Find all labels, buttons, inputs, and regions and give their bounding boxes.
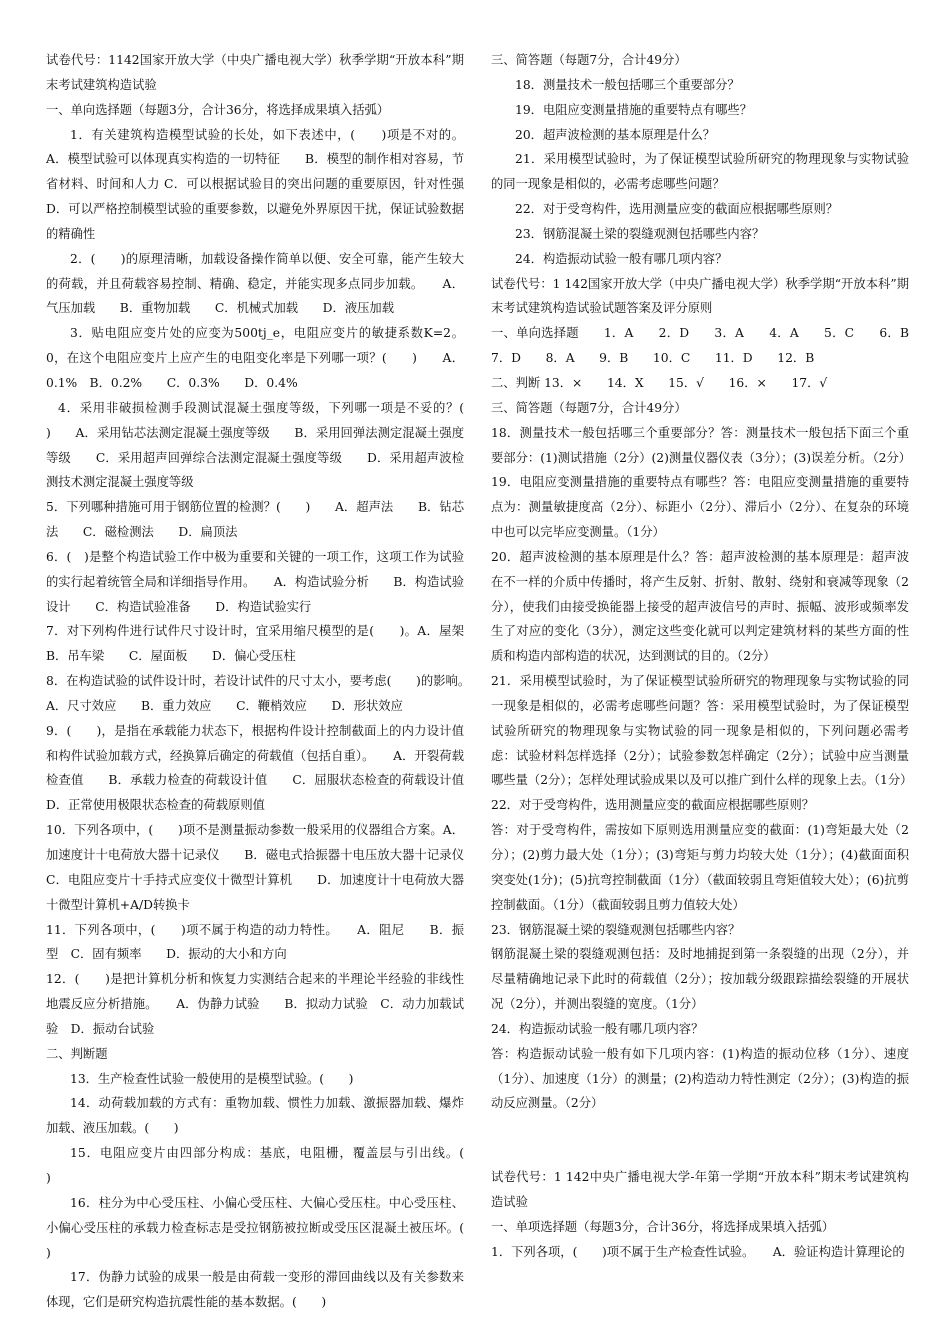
question-10: 10．下列各项中，( )项不是测量振动参数一般采用的仪器组合方案。A．加速度计十电荷放大器十记录仪 B．磁电式拾振器十电压放大器十记录仪 C．电阻应变片十手持式应变仪十微型计算机 D．加速度计十电荷放大器十微型计算机+A/D转换卡 [46, 823, 489, 912]
answers-judgement: 二、判断 13．× 14．X 15．√ 16．× 17．√ [491, 375, 828, 390]
question-1-next-exam: 1．下列各项，( )项不属于生产检查性试验。 A．验证构造计算理论的 [491, 1244, 905, 1259]
question-24-repeat: 24．构造振动试验一般有哪几项内容？ [491, 1021, 704, 1036]
answers-choice: 一、单向选择题 1．A 2．D 3．A 4．A 5．C 6．B 7．D 8．A 9．B 10．C 11．D 12．B [491, 326, 934, 366]
answer-21: 21．采用模型试验时，为了保证模型试验所研究的物理现象与实物试验的同一现象是相似的，必需考虑哪些问题？答：采用模型试验时，为了保证模型试验所研究的物理现象与实物试验的同一现象是相似的，下列问题必需考虑：试验材料怎样选择（2分）；试验参数怎样确定（2分）；试验中应当测量哪些量（2分）；怎样处理试验成果以及可以推广到什么样的现象上去。（1分） [491, 674, 913, 788]
question-2: 2．( )的原理清晰，加载设备操作简单以便、安全可靠，能产生较大的荷载，并且荷载容易控制、精确、稳定，并能实现多点同步加载。 A．气压加载 B．重物加载 C．机械式加载 D．液压加载 [46, 251, 464, 316]
section-heading: 一、单向选择题（每题3分，合计36分，将选择成果填入括弧） [46, 102, 390, 117]
answer-22: 答：对于受弯构件，需按如下原则选用测量应变的截面：(1)弯矩最大处（2分）；(2)剪力最大处（1分）；(3)弯矩与剪力均较大处（1分）；(4)截面面积突变处(1分)；(5)抗弯控制截面（1分）（截面较弱且弯矩值较大处）；(6)抗剪控制截面。（1分）（截面较弱且剪力值较大处） [491, 823, 909, 912]
section-heading: 一、单项选择题（每题3分，合计36分，将选择成果填入括弧） [491, 1219, 835, 1234]
question-23-repeat: 23．钢筋混凝土梁的裂缝观测包括哪些内容？ [491, 922, 741, 937]
question-21: 21．采用模型试验时，为了保证模型试验所研究的物理现象与实物试验的同一现象是相似的，必需考虑哪些问题？ [491, 152, 909, 192]
question-24: 24．构造振动试验一般有哪几项内容？ [515, 251, 728, 266]
exam-header-2: 试卷代号：1 142中央广播电视大学-年第一学期“开放本科”期末考试建筑构造试验 [491, 1170, 909, 1210]
spacer [491, 1116, 909, 1165]
question-11: 11．下列各项中，( )项不属于构造的动力特性。 A．阻尼 B．振型 C．固有频率 D．振动的大小和方向 [46, 922, 464, 962]
question-22-repeat: 22．对于受弯构件，选用测量应变的截面应根据哪些原则？ [491, 798, 815, 813]
question-7: 7．对下列构件进行试件尺寸设计时，宜采用缩尺模型的是( )。A．屋架 B．吊车梁 C．屋面板 D．偏心受压柱 [46, 624, 477, 664]
question-3: 3．贴电阻应变片处的应变为500tj_e，电阻应变片的敏捷系数K=2。0，在这个电阻应变片上应产生的电阻变化率是下列哪一项？( ) A．0.1% B．0.2% C．0.3% D．0.4% [46, 326, 464, 390]
answer-19: 19．电阻应变测量措施的重要特点有哪些？答：电阻应变测量措施的重要特点为：测量敏捷度高（2分）、标距小（2分）、滞后小（2分）、在复杂的环境中也可以完毕应变测量。（1分） [491, 475, 909, 540]
answers-header: 试卷代号：1 142国家开放大学（中央广播电视大学）秋季学期“开放本科”期末考试建筑构造试验试题答案及评分原则 [491, 276, 909, 316]
question-1: 1．有关建筑构造模型试验的长处，如下表述中，( )项是不对的。A．模型试验可以体现真实构造的一切特征 B．模型的制作相对容易，节省材料、时间和人力 C．可以根据试验目的突出问题的重要原因，针对性强D．可以严格控制模型试验的重要参数，以避免外界原因干扰，保证试验数据的精确性 [46, 127, 464, 241]
question-14: 14．动荷载加载的方式有：重物加载、惯性力加载、激振器加载、爆炸加载、液压加载。( ) [46, 1096, 464, 1136]
question-12: 12．( )是把计算机分析和恢复力实测结合起来的半理论半经验的非线性地震反应分析措施。 A．伪静力试验 B．拟动力试验 C．动力加载试验 D．振动台试验 [46, 972, 464, 1036]
question-15: 15．电阻应变片由四部分构成：基底，电阻栅，覆盖层与引出线。( ) [46, 1146, 489, 1185]
right-column [491, 48, 934, 1265]
question-23: 23．钢筋混凝土梁的裂缝观测包括哪些内容？ [515, 226, 765, 241]
question-9: 9．( )，是指在承载能力状态下，根据构件设计控制截面上的内力设计值和构件试验加载方式，经换算后确定的荷载值（包括自重）。 A．开裂荷载检查值 B．承载力检查的荷载设计值 C．屈服状态检查的荷载设计值 D．正常使用极限状态检查的荷载原则值 [46, 723, 477, 813]
section-heading: 二、判断题 [46, 1046, 108, 1061]
question-5: 5．下列哪种措施可用于钢筋位置的检测？( ) A．超声法 B．钻芯法 C．磁检测法 D．扁顶法 [46, 500, 464, 540]
question-13: 13．生产检查性试验一般使用的是模型试验。( ) [70, 1071, 354, 1086]
question-8: 8．在构造试验的试件设计时，若设计试件的尺寸太小，要考虑( )的影响。 A．尺寸效应 B．重力效应 C．鞭梢效应 D．形状效应 [46, 674, 477, 713]
section-heading: 三、简答题（每题7分，合计49分） [491, 53, 687, 67]
question-17: 17．伪静力试验的成果一般是由荷载一变形的滞回曲线以及有关参数来体现，它们是研究构造抗震性能的基本数据。( ) [46, 1270, 464, 1310]
question-16: 16．柱分为中心受压柱、小偏心受压柱、大偏心受压柱。中心受压柱、小偏心受压柱的承载力检查标志是受拉钢筋被拉断或受压区混凝土被压坏。( ) [46, 1195, 489, 1260]
left-column [46, 48, 489, 1315]
question-19: 19．电阻应变测量措施的重要特点有哪些？ [515, 102, 752, 117]
question-4: 4．采用非破损检测手段测试混凝土强度等级，下列哪一项是不妥的？( ) A．采用钻芯法测定混凝土强度等级 B．采用回弹法测定混凝土强度等级 C．采用超声回弹综合法测定混凝土强度等级 D．采用超声波检测技术测定混凝土强度等级 [46, 400, 489, 490]
question-20: 20．超声波检测的基本原理是什么？ [515, 127, 716, 142]
exam-header: 试卷代号：1142国家开放大学（中央广播电视大学）秋季学期“开放本科”期末考试建筑构造试验 [46, 53, 464, 92]
question-18: 18．测量技术一般包括哪三个重要部分？ [515, 77, 740, 92]
answer-23: 钢筋混凝土梁的裂缝观测包括：及时地捕捉到第一条裂缝的出现（2分），并尽量精确地记录下此时的荷载值（2分）；按加载分级跟踪描绘裂缝的开展状况（2分），并测出裂缝的宽度。（1分） [491, 947, 909, 1012]
answer-24: 答：构造振动试验一般有如下几项内容：(1)构造的振动位移（1分）、速度（1分）、加速度（1分）的测量；(2)构造动力特性测定（2分）；(3)构造的振动反应测量。（2分） [491, 1046, 909, 1111]
answer-20: 20．超声波检测的基本原理是什么？答：超声波检测的基本原理是：超声波在不一样的介质中传播时，将产生反射、折射、散射、绕射和衰减等现象（2分），使我们由接受换能器上接受的超声波信号的声时、振幅、波形或频率发生了对应的变化（3分），测定这些变化就可以判定建筑材料的某些方面的性质和构造内部构造的状况，达到测试的目的。（2分） [491, 549, 909, 664]
answer-18: 18．测量技术一般包括哪三个重要部分？答：测量技术一般包括下面三个重要部分：(1)测试措施（2分）(2)测量仪器仪表（3分）；(3)误差分析。（2分） [491, 425, 912, 465]
section-heading: 三、简答题（每题7分，合计49分） [491, 400, 687, 415]
question-22: 22．对于受弯构件，选用测量应变的截面应根据哪些原则？ [515, 202, 839, 217]
question-6: 6．( )是整个构造试验工作中极为重要和关键的一项工作，这项工作为试验的实行起着统管全局和详细指导作用。 A．构造试验分析 B．构造试验设计 C．构造试验准备 D．构造试验实行 [46, 549, 464, 614]
